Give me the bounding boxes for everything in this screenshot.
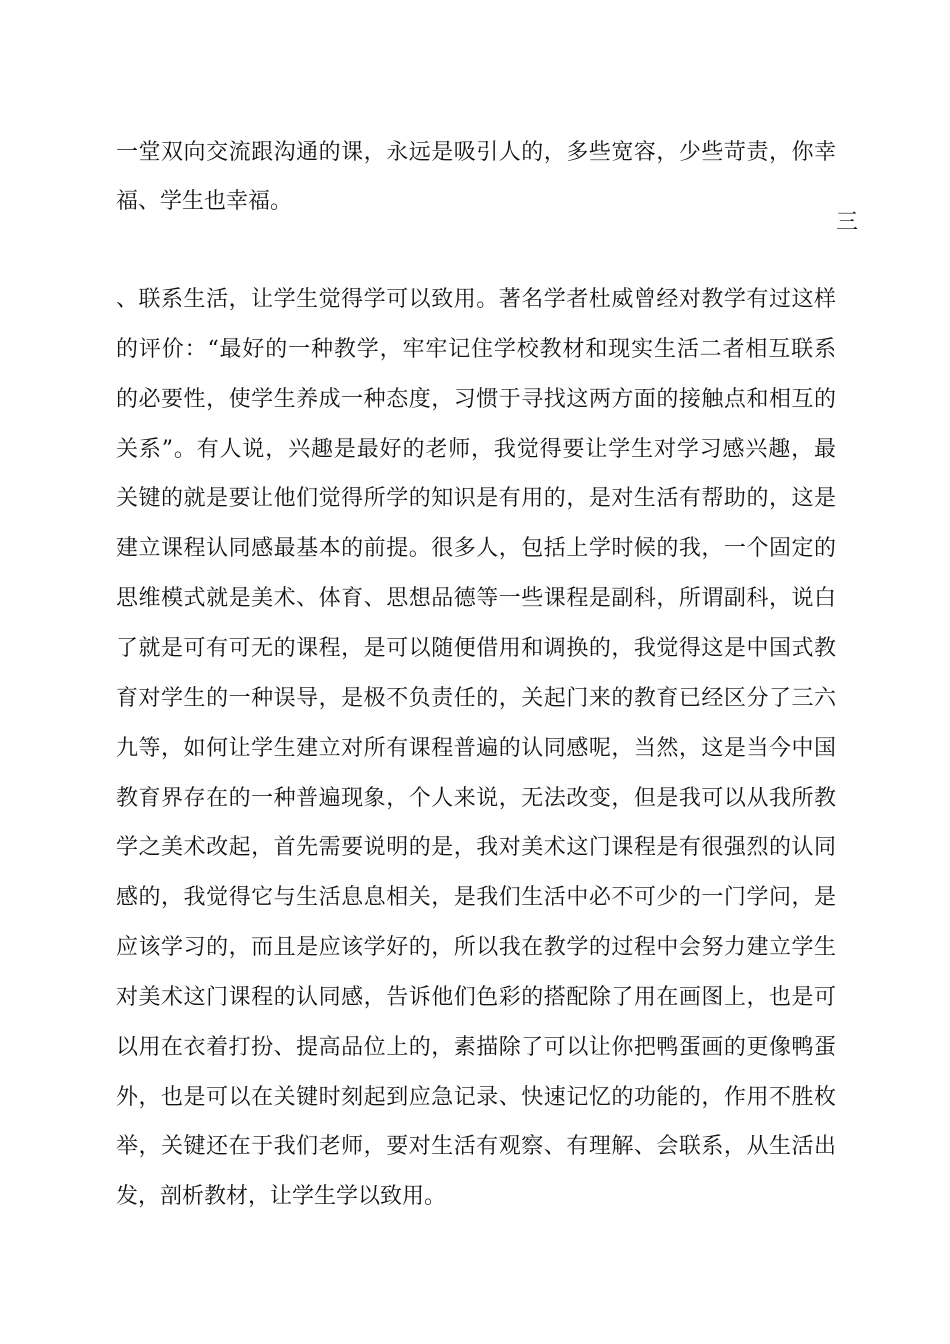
text-line: 外，也是可以在关键时刻起到应急记录、快速记忆的功能的，作用不胜枚 <box>116 1085 836 1110</box>
text-line: 关系”。有人说，兴趣是最好的老师，我觉得要让学生对学习感兴趣，最 <box>116 437 836 462</box>
text-line: 关键的就是要让他们觉得所学的知识是有用的，是对生活有帮助的，这是 <box>116 486 836 511</box>
text-line: 一堂双向交流跟沟通的课，永远是吸引人的，多些宽容，少些苛责，你幸 <box>116 140 836 165</box>
text-line: 育对学生的一种误导，是极不负责任的，关起门来的教育已经区分了三六 <box>116 686 836 711</box>
text-line: 建立课程认同感最基本的前提。很多人，包括上学时候的我，一个固定的 <box>116 536 836 561</box>
text-line: 发，剖析教材，让学生学以致用。 <box>116 1184 447 1209</box>
text-line: 应该学习的，而且是应该学好的，所以我在教学的过程中会努力建立学生 <box>116 935 836 960</box>
text-line: 福、学生也幸福。 <box>116 189 293 214</box>
text-line: 以用在衣着打扮、提高品位上的，素描除了可以让你把鸭蛋画的更像鸭蛋 <box>116 1035 836 1060</box>
text-line: 九等，如何让学生建立对所有课程普遍的认同感呢，当然，这是当今中国 <box>116 736 836 761</box>
text-line: 学之美术改起，首先需要说明的是，我对美术这门课程是有很强烈的认同 <box>116 835 836 860</box>
section-marker: 三 <box>836 210 859 235</box>
text-line: 举，关键还在于我们老师，要对生活有观察、有理解、会联系，从生活出 <box>116 1134 836 1159</box>
text-line: 感的，我觉得它与生活息息相关，是我们生活中必不可少的一门学问，是 <box>116 885 836 910</box>
text-line: 的评价：“最好的一种教学，牢牢记住学校教材和现实生活二者相互联系 <box>116 337 836 362</box>
text-line: 对美术这门课程的认同感，告诉他们色彩的搭配除了用在画图上，也是可 <box>116 985 836 1010</box>
text-line: 的必要性，使学生养成一种态度，习惯于寻找这两方面的接触点和相互的 <box>116 387 836 412</box>
text-line: 思维模式就是美术、体育、思想品德等一些课程是副科，所谓副科，说白 <box>116 586 836 611</box>
text-line: 了就是可有可无的课程，是可以随便借用和调换的，我觉得这是中国式教 <box>116 636 836 661</box>
text-line: 教育界存在的一种普遍现象，个人来说，无法改变，但是我可以从我所教 <box>116 786 836 811</box>
text-line: 、联系生活，让学生觉得学可以致用。著名学者杜威曾经对教学有过这样 <box>116 287 836 312</box>
